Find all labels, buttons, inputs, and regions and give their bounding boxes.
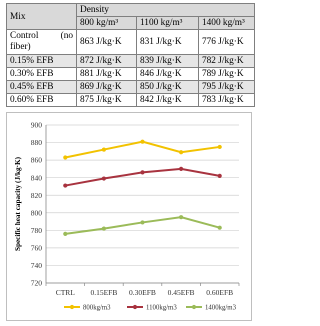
value-cell: 783 J/kg·K xyxy=(199,94,255,107)
y-tick-label: 760 xyxy=(30,243,42,253)
mix-control-label-2: fiber) xyxy=(10,42,31,52)
y-tick-label: 880 xyxy=(30,138,42,148)
y-tick-label: 720 xyxy=(30,278,42,288)
data-point xyxy=(218,174,222,178)
legend-label: 800kg/m3 xyxy=(83,304,111,312)
y-tick-label: 820 xyxy=(30,190,42,200)
capacity-table xyxy=(6,3,255,107)
legend-label: 1400kg/m3 xyxy=(205,304,236,312)
value-cell: 875 J/kg·K xyxy=(77,94,137,107)
value-cell: 869 J/kg·K xyxy=(77,81,137,94)
table-row xyxy=(7,68,255,81)
value-cell: 842 J/kg·K xyxy=(137,94,199,107)
header-mix: Mix xyxy=(7,4,77,30)
capacity-table-container xyxy=(6,3,254,107)
y-tick-label: 780 xyxy=(30,225,42,235)
mix-cell: 0.15% EFB xyxy=(7,55,77,68)
x-tick-label: 0.30EFB xyxy=(129,288,156,297)
data-point xyxy=(63,232,67,236)
mix-cell: 0.60% EFB xyxy=(7,94,77,107)
value-cell: 863 J/kg·K xyxy=(77,30,137,55)
data-point xyxy=(179,167,183,171)
data-point xyxy=(63,183,67,187)
value-cell: 881 J/kg·K xyxy=(77,68,137,81)
data-point xyxy=(102,147,106,151)
header-density-1400: 1400 kg/m³ xyxy=(199,17,255,30)
value-cell: 850 J/kg·K xyxy=(137,81,199,94)
value-cell: 782 J/kg·K xyxy=(199,55,255,68)
value-cell: 776 J/kg·K xyxy=(199,30,255,55)
value-cell: 795 J/kg·K xyxy=(199,81,255,94)
value-cell: 831 J/kg·K xyxy=(137,30,199,55)
mix-cell xyxy=(7,30,77,55)
header-density: Density xyxy=(77,4,255,17)
data-point xyxy=(63,155,67,159)
x-tick-label: CTRL xyxy=(55,288,75,297)
x-tick-label: 0.15EFB xyxy=(90,288,118,297)
series-line xyxy=(65,217,219,234)
y-tick-label: 840 xyxy=(30,173,42,183)
legend-label: 1100kg/m3 xyxy=(146,304,177,312)
mix-control-label-b: (no xyxy=(60,31,73,41)
table-header-row xyxy=(7,4,255,17)
legend-swatch-marker xyxy=(133,305,137,309)
data-point xyxy=(140,140,144,144)
mix-cell: 0.45% EFB xyxy=(7,81,77,94)
line-chart xyxy=(7,113,251,320)
series-line xyxy=(65,142,219,158)
data-point xyxy=(218,145,222,149)
data-point xyxy=(179,215,183,219)
y-tick-label: 740 xyxy=(30,261,42,271)
value-cell: 846 J/kg·K xyxy=(137,68,199,81)
data-point xyxy=(140,170,144,174)
y-tick-label: 900 xyxy=(30,120,42,130)
mix-cell: 0.30% EFB xyxy=(7,68,77,81)
y-tick-label: 800 xyxy=(30,208,42,218)
data-point xyxy=(179,150,183,154)
legend-swatch-marker xyxy=(70,305,74,309)
table-row xyxy=(7,81,255,94)
table-row xyxy=(7,94,255,107)
data-point xyxy=(102,176,106,180)
data-point xyxy=(140,220,144,224)
data-point xyxy=(102,226,106,230)
legend-swatch-marker xyxy=(192,305,196,309)
header-density-1100: 1100 kg/m³ xyxy=(137,17,199,30)
x-tick-label: 0.60EFB xyxy=(206,288,234,297)
y-axis-title: Specific heat capacity (J/kg·K) xyxy=(14,156,22,252)
value-cell: 839 J/kg·K xyxy=(137,55,199,68)
table-row xyxy=(7,30,255,55)
value-cell: 789 J/kg·K xyxy=(199,68,255,81)
value-cell: 872 J/kg·K xyxy=(77,55,137,68)
mix-control-label: Control xyxy=(10,31,39,41)
data-point xyxy=(218,226,222,230)
chart-panel xyxy=(6,112,252,321)
y-tick-label: 860 xyxy=(30,155,42,165)
table-row xyxy=(7,55,255,68)
x-tick-label: 0.45EFB xyxy=(167,288,195,297)
header-density-800: 800 kg/m³ xyxy=(77,17,137,30)
